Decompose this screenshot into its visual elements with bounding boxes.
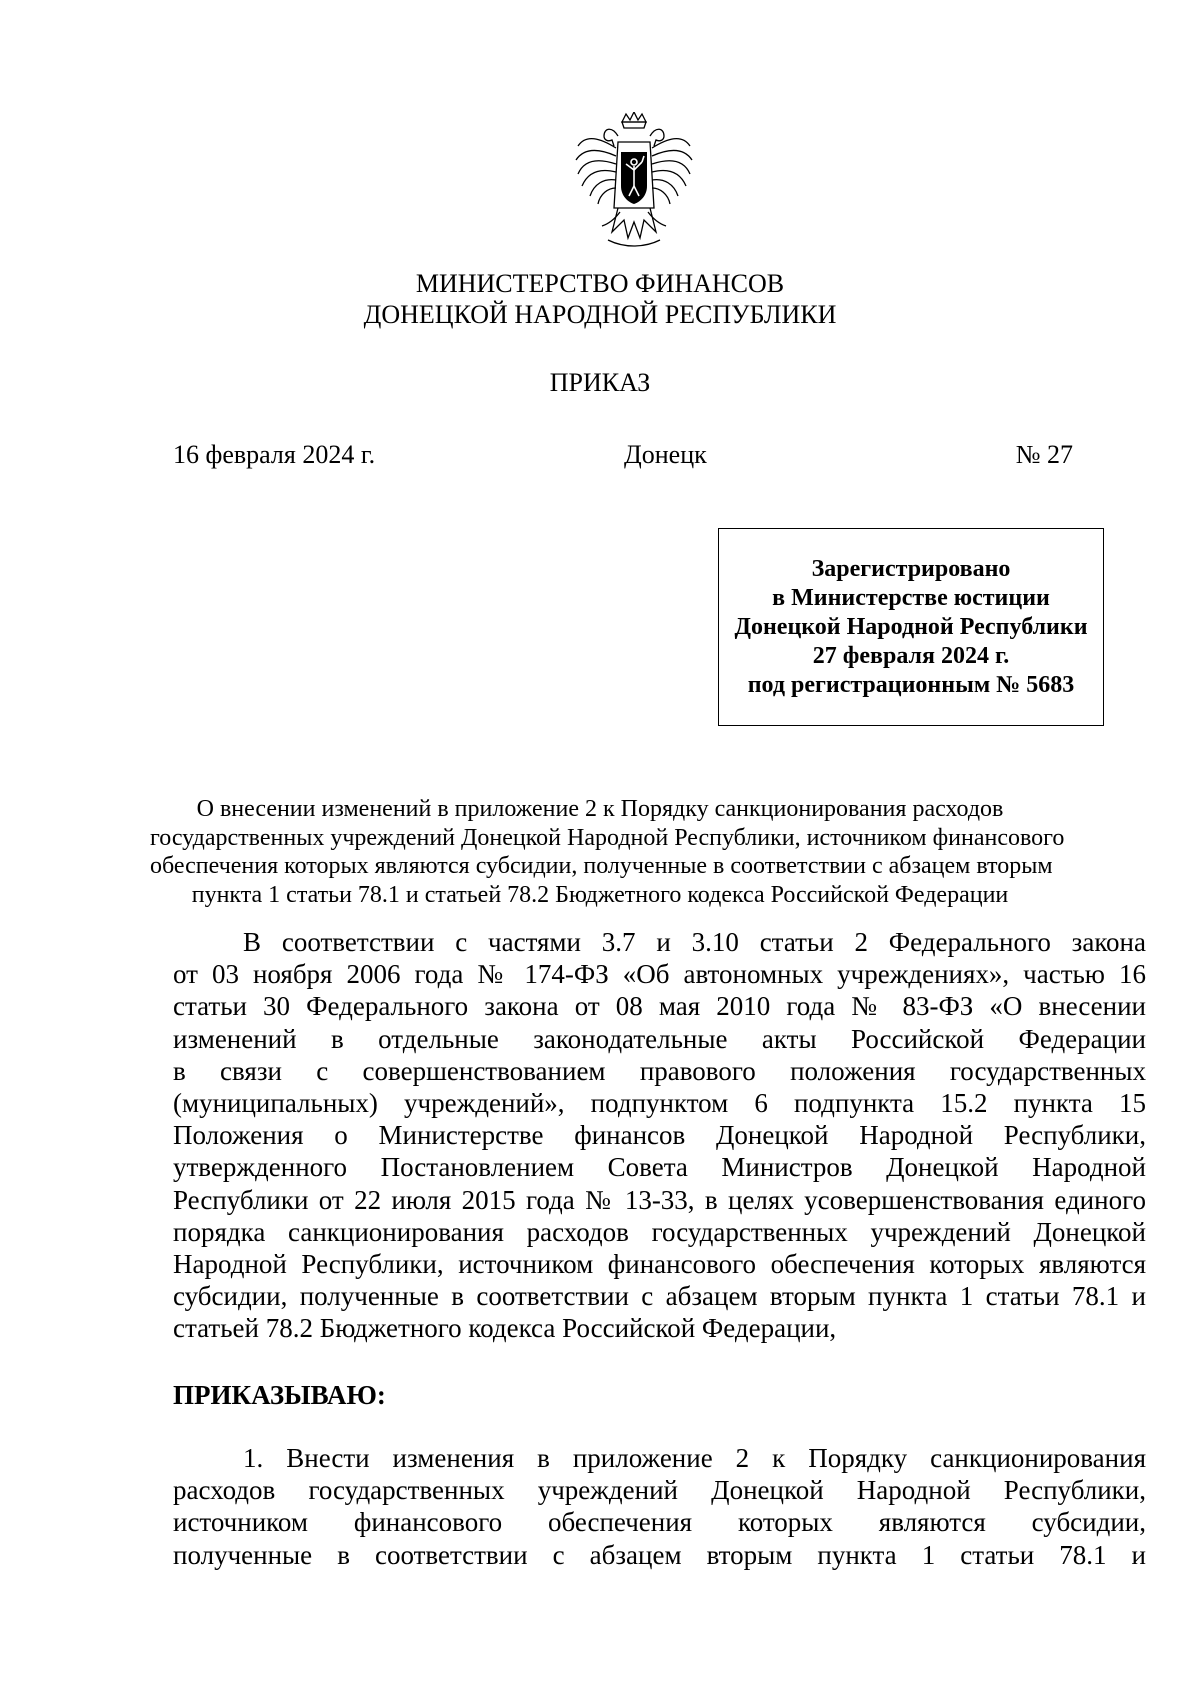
registration-stamp (718, 528, 1104, 726)
order-subject (150, 795, 1065, 909)
order-directive-heading: ПРИКАЗЫВАЮ: (173, 1380, 386, 1410)
ministry-name-line2: ДОНЕЦКОЙ НАРОДНОЙ РЕСПУБЛИКИ (363, 300, 837, 329)
subject-line: обеспечения которых являются субсидии, полученные в соответствии с абзацем вторым (150, 853, 1053, 879)
preamble-line: статьей 78.2 Бюджетного кодекса Российской Федерации, (173, 1313, 837, 1344)
subject-line: пункта 1 статьи 78.1 и статьей 78.2 Бюджетного кодекса Российской Федерации (191, 881, 1009, 908)
preamble-line: Народной Республики, источником финансового обеспечения которых являются (173, 1248, 1146, 1279)
preamble-line: в связи с совершенствованием правового положения государственных (173, 1055, 1146, 1086)
order-item-1 (173, 1442, 1146, 1571)
preamble-line: утвержденного Постановлением Совета Министров Донецкой Народной (173, 1152, 1146, 1183)
registration-line: Донецкой Народной Республики (734, 613, 1088, 640)
preamble-line: порядка санкционирования расходов государственных учреждений Донецкой (173, 1216, 1146, 1247)
item-line: 1. Внести изменения в приложение 2 к Порядку санкционирования (243, 1443, 1146, 1473)
registration-line: Зарегистрировано (811, 555, 1011, 582)
item-line: полученные в соответствии с абзацем вторым пункта 1 статьи 78.1 и (173, 1539, 1146, 1570)
document-type: ПРИКАЗ (549, 368, 651, 397)
item-line: расходов государственных учреждений Донецкой Народной Республики, (173, 1475, 1146, 1506)
ministry-name-line1: МИНИСТЕРСТВО ФИНАНСОВ (415, 269, 785, 298)
preamble-line: Положения о Министерстве финансов Донецкой Народной Республики, (173, 1120, 1146, 1151)
preamble-line: изменений в отдельные законодательные акты Российской Федерации (173, 1023, 1146, 1054)
registration-line: в Министерстве юстиции (772, 584, 1050, 611)
dpr-coat-of-arms-icon (574, 112, 694, 252)
preamble-line: В соответствии с частями 3.7 и 3.10 статьи 2 Федерального закона (243, 927, 1146, 957)
subject-line: государственных учреждений Донецкой Народной Республики, источником финансового (150, 824, 1065, 851)
order-date: 16 февраля 2024 г. (173, 440, 376, 469)
registration-line: 27 февраля 2024 г. (812, 642, 1010, 669)
preamble-paragraph (173, 926, 1146, 1344)
registration-line: под регистрационным № 5683 (747, 671, 1075, 698)
order-city: Донецк (624, 440, 707, 469)
preamble-line: статьи 30 Федерального закона от 08 мая 2010 года № 83-ФЗ «О внесении (173, 991, 1146, 1022)
preamble-line: субсидии, полученные в соответствии с абзацем вторым пункта 1 статьи 78.1 и (173, 1281, 1146, 1312)
preamble-line: Республики от 22 июля 2015 года № 13-33, в целях усовершенствования единого (173, 1184, 1146, 1215)
preamble-line: (муниципальных) учреждений», подпунктом 6 подпункта 15.2 пункта 15 (173, 1087, 1146, 1118)
subject-line: О внесении изменений в приложение 2 к Порядку санкционирования расходов (196, 796, 1004, 822)
order-number: № 27 (1015, 440, 1073, 469)
preamble-line: от 03 ноября 2006 года № 174-ФЗ «Об автономных учреждениях», частью 16 (173, 959, 1146, 990)
item-line: источником финансового обеспечения которых являются субсидии, (173, 1507, 1146, 1538)
